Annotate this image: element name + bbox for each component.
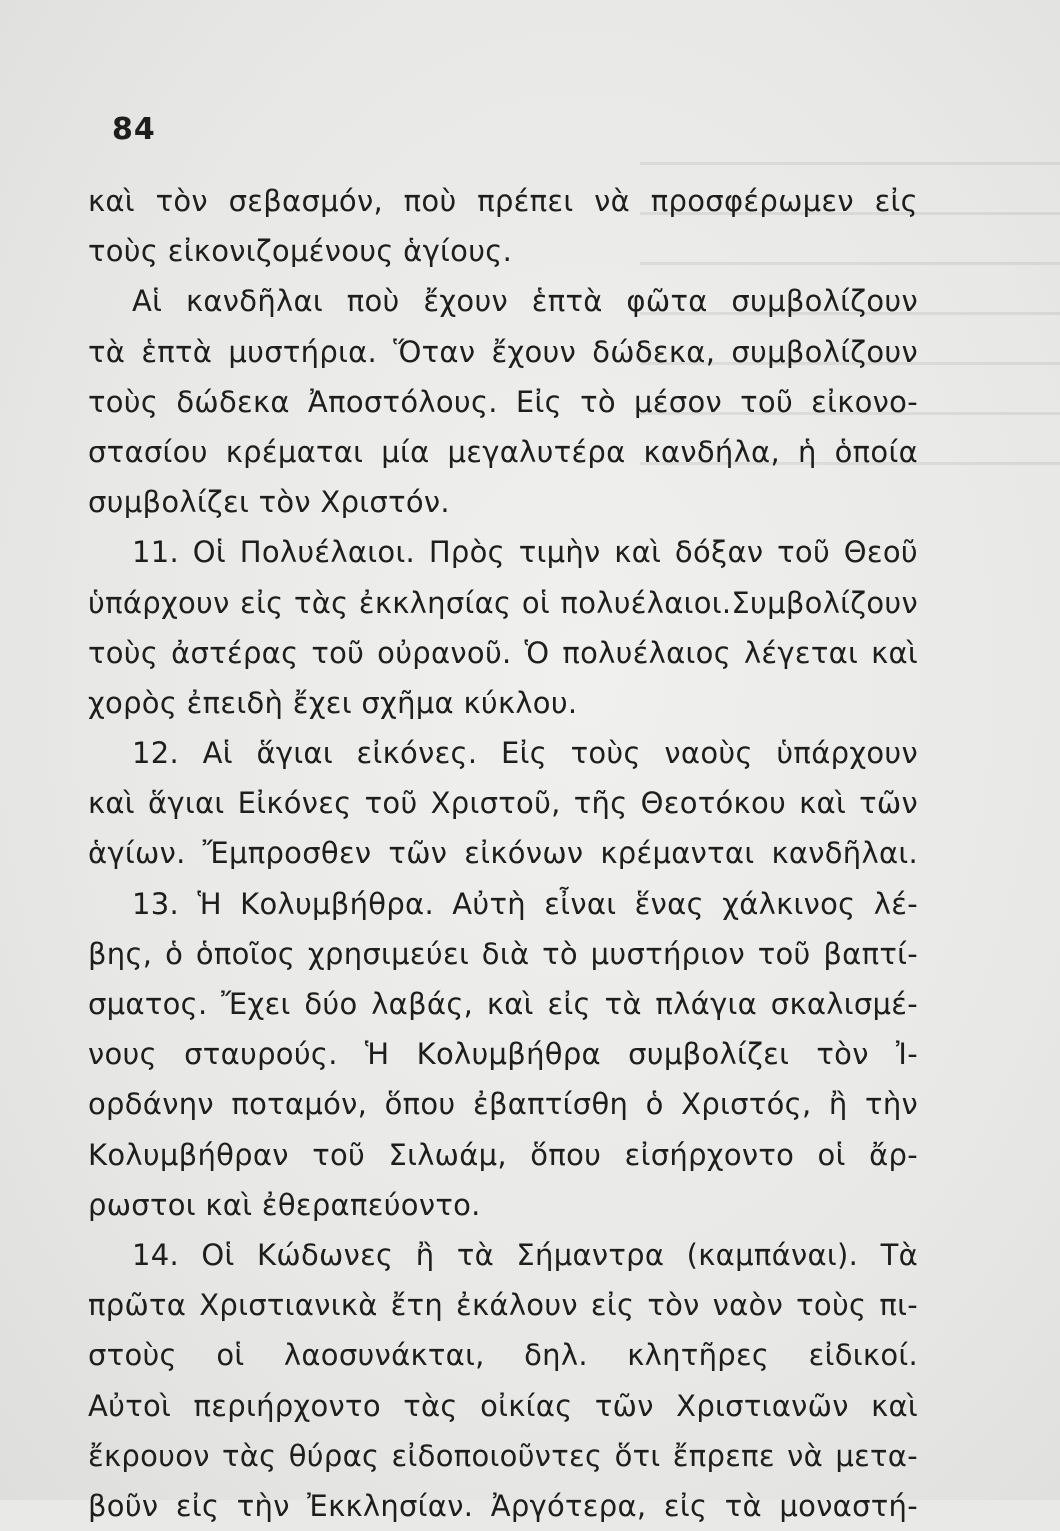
- section-heading-line: 12. Αἱ ἅγιαι εἰκόνες. Εἰς τοὺς ναοὺς ὑπάρχουν: [132, 736, 918, 771]
- text-line: Αὐτοὶ περιήρχοντο τὰς οἰκίας τῶν Χριστιανῶν καὶ: [88, 1388, 918, 1423]
- section-heading-line: 14. Οἱ Κώδωνες ἢ τὰ Σήμαντρα (καμπάναι). Τὰ: [132, 1237, 918, 1272]
- text-line: καὶ ἅγιαι Εἰκόνες τοῦ Χριστοῦ, τῆς Θεοτόκου καὶ τῶν: [88, 786, 918, 821]
- body-text: [88, 176, 918, 1531]
- text-line: ἔκρουον τὰς θύρας εἰδοποιοῦντες ὅτι ἔπρεπε νὰ μετα-: [88, 1438, 918, 1473]
- text-line: ρωστοι καὶ ἐθεραπεύοντο.: [88, 1187, 481, 1222]
- text-line: στοὺς οἱ λαοσυνάκται, δηλ. κλητῆρες εἰδικοί.: [88, 1338, 918, 1373]
- text-line: στασίου κρέμαται μία μεγαλυτέρα κανδήλα, ἡ ὁποία: [88, 434, 918, 469]
- text-line: σματος. Ἔχει δύο λαβάς, καὶ εἰς τὰ πλάγια σκαλισμέ-: [88, 987, 918, 1021]
- text-line: χορὸς ἐπειδὴ ἔχει σχῆμα κύκλου.: [88, 685, 578, 720]
- text-line: Κολυμβήθραν τοῦ Σιλωάμ, ὅπου εἰσήρχοντο οἱ ἄρ-: [88, 1137, 918, 1172]
- page-number: 84: [112, 112, 156, 147]
- section-heading-line: 11. Οἱ Πολυέλαιοι. Πρὸς τιμὴν καὶ δόξαν τοῦ Θεοῦ: [132, 535, 918, 570]
- text-line: βης, ὁ ὁποῖος χρησιμεύει διὰ τὸ μυστήριον τοῦ βαπτί-: [88, 936, 918, 971]
- text-line: τοὺς ἀστέρας τοῦ οὐρανοῦ. Ὁ πολυέλαιος λέγεται καὶ: [88, 635, 918, 670]
- text-line: Αἱ κανδῆλαι ποὺ ἔχουν ἑπτὰ φῶτα συμβολίζουν: [132, 284, 918, 319]
- text-line: ορδάνην ποταμόν, ὅπου ἐβαπτίσθη ὁ Χριστός, ἢ τὴν: [88, 1087, 918, 1122]
- text-line: τὰ ἑπτὰ μυστήρια. Ὅταν ἔχουν δώδεκα, συμβολίζουν: [88, 334, 918, 369]
- text-line: τοὺς δώδεκα Ἀποστόλους. Εἰς τὸ μέσον τοῦ εἰκονο-: [88, 384, 918, 419]
- text-line: βοῦν εἰς τὴν Ἐκκλησίαν. Ἀργότερα, εἰς τὰ μοναστή-: [88, 1488, 918, 1523]
- text-line: συμβολίζει τὸν Χριστόν.: [88, 485, 450, 520]
- text-line: πρῶτα Χριστιανικὰ ἔτη ἐκάλουν εἰς τὸν ναὸν τοὺς πι-: [88, 1288, 918, 1323]
- section-heading-line: 13. Ἡ Κολυμβήθρα. Αὐτὴ εἶναι ἕνας χάλκινος λέ-: [132, 886, 918, 921]
- text-line: καὶ τὸν σεβασμόν, ποὺ πρέπει νὰ προσφέρωμεν εἰς: [88, 184, 918, 218]
- text-line: ἁγίων. Ἔμπροσθεν τῶν εἰκόνων κρέμανται κανδῆλαι.: [88, 836, 918, 871]
- text-line: νους σταυρούς. Ἡ Κολυμβήθρα συμβολίζει τὸν Ἰ-: [88, 1037, 918, 1072]
- text-line: τοὺς εἰκονιζομένους ἁγίους.: [88, 234, 513, 269]
- text-line: ὑπάρχουν εἰς τὰς ἐκκλησίας οἱ πολυέλαιοι.Συμβολίζουν: [88, 585, 918, 620]
